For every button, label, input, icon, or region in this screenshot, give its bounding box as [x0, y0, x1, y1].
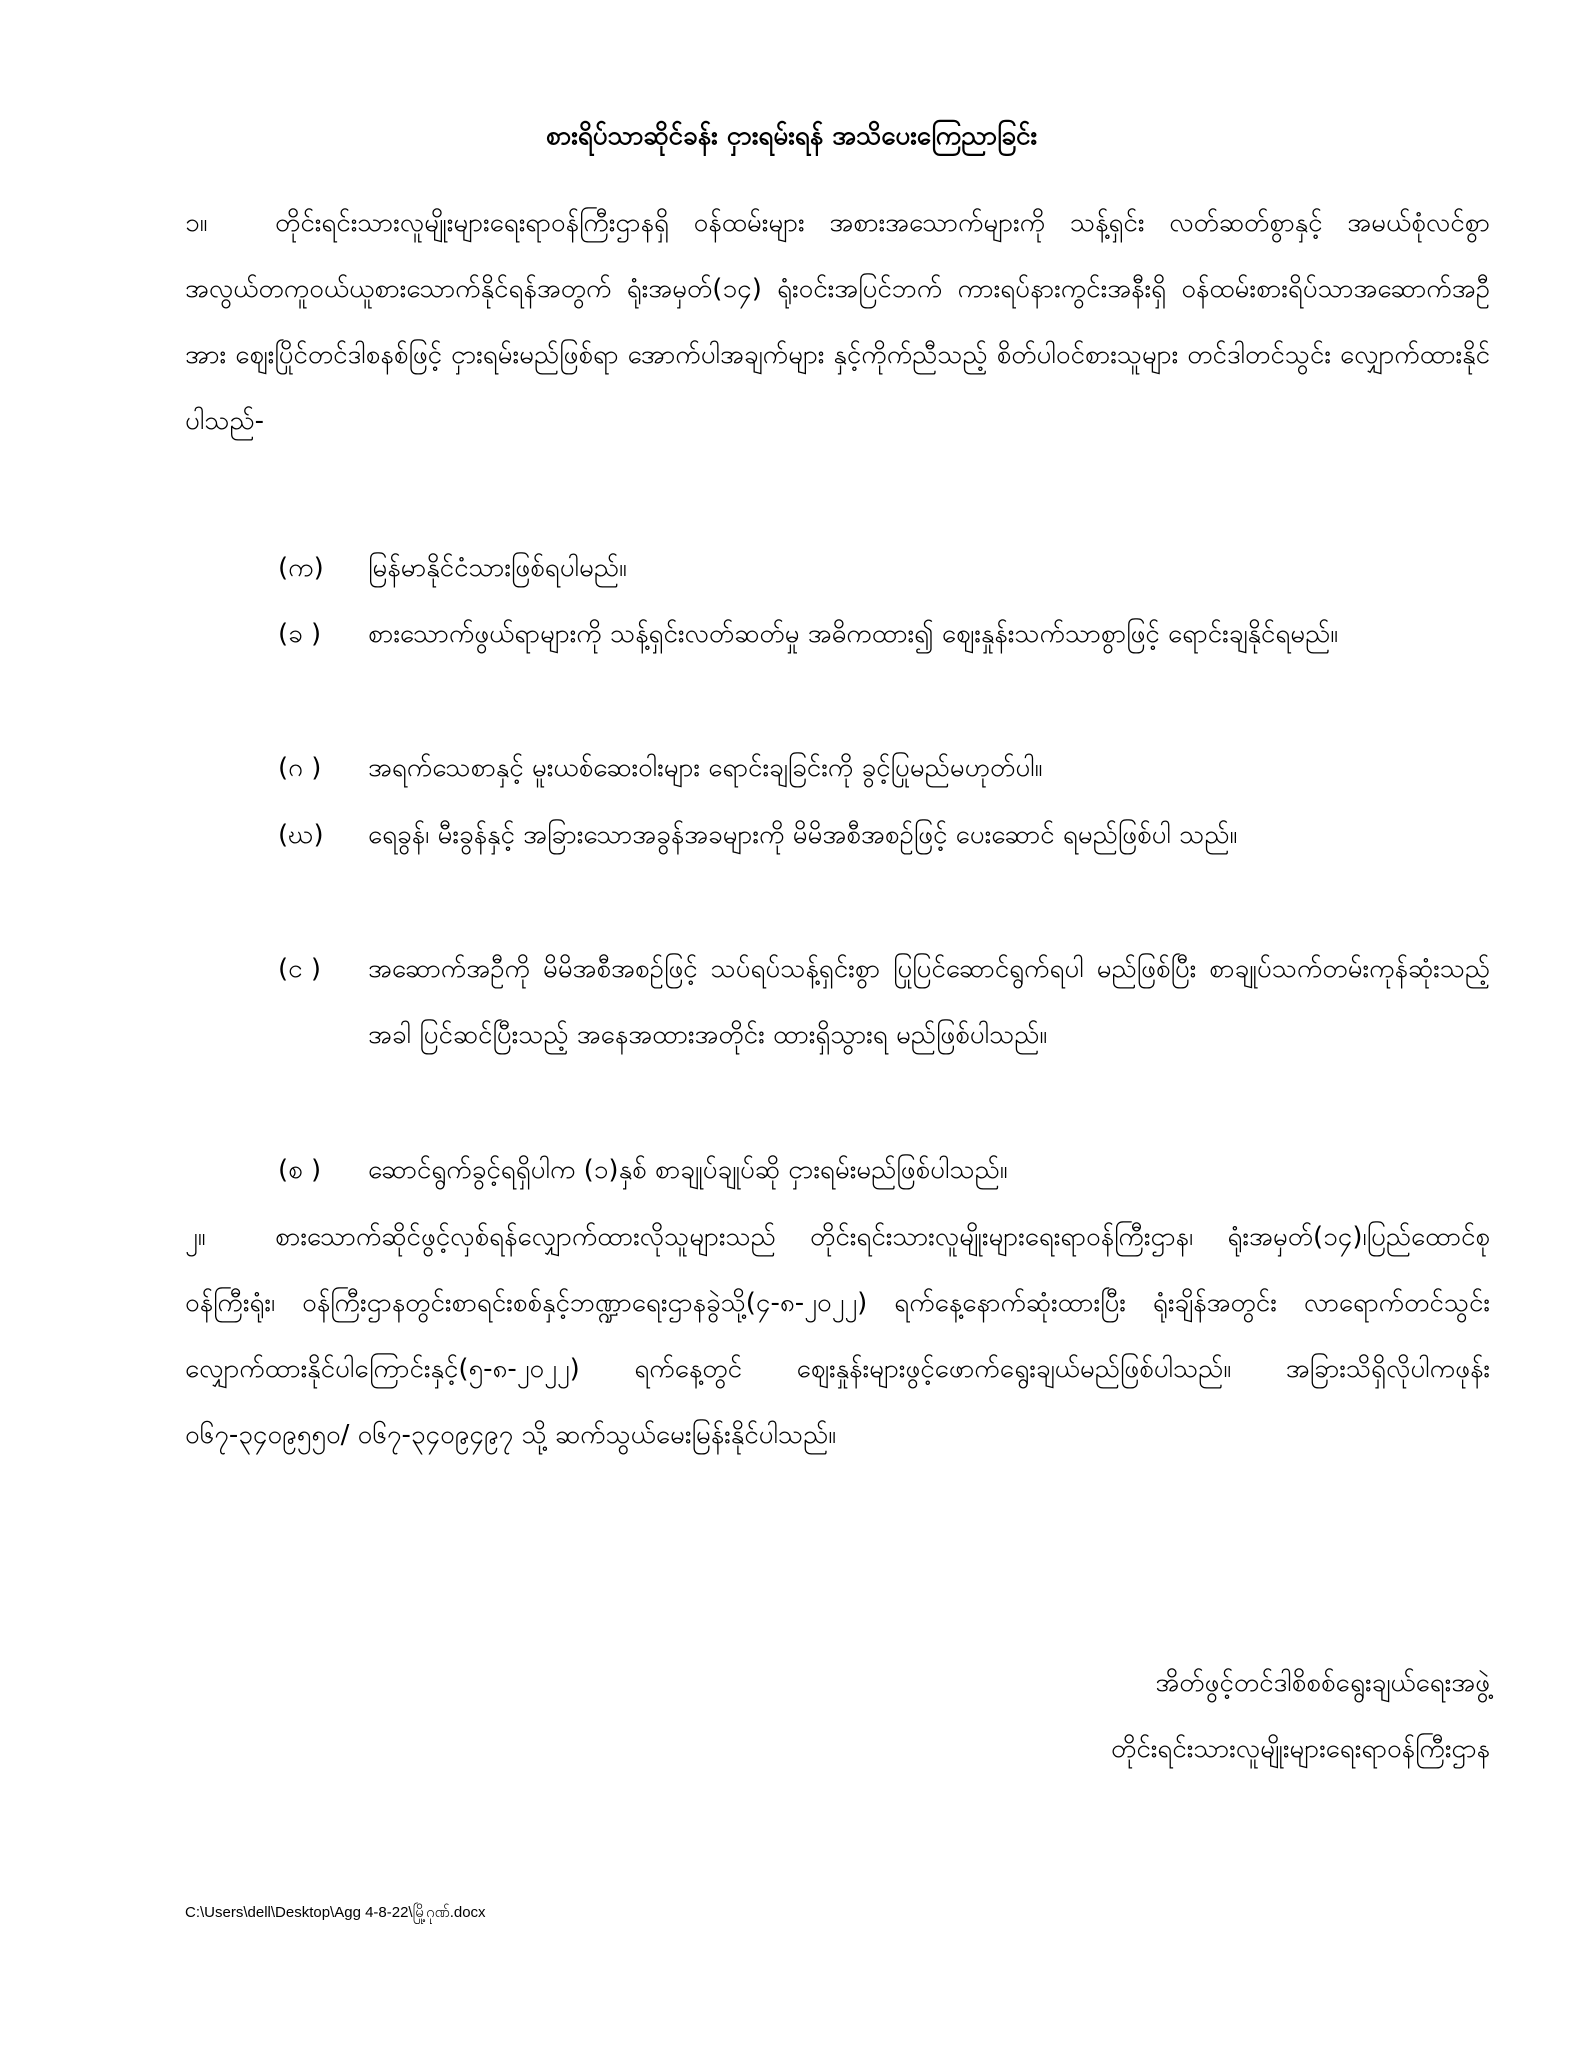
list-item	[278, 1137, 1490, 1203]
paragraph-1-number: ၁။	[185, 208, 208, 238]
list-item-text: စားသောက်ဖွယ်ရာများကို သန့်ရှင်းလတ်ဆတ်မှု အဓိကထား၍ ဈေးနှုန်းသက်သာစွာဖြင့် ရောင်းချနိုင်ရမည်။	[368, 619, 1339, 649]
paragraph-2-number: ၂။	[185, 1222, 206, 1252]
list-item	[278, 735, 1490, 801]
list-item-mark: (ဃ)	[278, 820, 324, 850]
file-path-footer: C:\Users\dell\Desktop\Agg 4-8-22\မြို့ဂုဏ်.docx	[185, 1904, 486, 1921]
list-item	[278, 535, 1490, 601]
list-item-text: အဆောက်အဦကို မိမိအစီအစဉ်ဖြင့် သပ်ရပ်သန့်ရှင်းစွာ ပြုပြင်ဆောင်ရွက်ရပါ မည်ဖြစ်ပြီး စာချုပ်သက်တမ်းကုန်ဆုံးသည့်အခါ ပြင်ဆင်ပြီးသည့် အနေအထားအတိုင်း ထားရှိသွားရ မည်ဖြစ်ပါသည်။	[368, 954, 1490, 1050]
list-item-text: မြန်မာနိုင်ငံသားဖြစ်ရပါမည်။	[368, 553, 627, 583]
list-item-mark: (က)	[278, 553, 324, 583]
list-item	[278, 802, 1490, 868]
paragraph-1-text: တိုင်းရင်းသားလူမျိုးများရေးရာဝန်ကြီးဌာနရှိ ဝန်ထမ်းများ အစားအသောက်များကို သန့်ရှင်း လတ်ဆတ်စွာနှင့် အမယ်စုံလင်စွာ အလွယ်တကူဝယ်ယူစားသောက်နိုင်ရန်အတွက် ရုံးအမှတ်(၁၄) ရုံးဝင်းအပြင်ဘက် ကားရပ်နားကွင်းအနီးရှိ ဝန်ထမ်းစားရိပ်သာအဆောက်အဦအား ဈေးပြိုင်တင်ဒါစနစ်ဖြင့် ငှားရမ်းမည်ဖြစ်ရာ အောက်ပါအချက်များ နှင့်ကိုက်ညီသည့် စိတ်ပါဝင်စားသူများ တင်ဒါတင်သွင်း လျှောက်ထားနိုင်ပါသည်-	[185, 208, 1490, 436]
list-item-text: အရက်သေစာနှင့် မူးယစ်ဆေးဝါးများ ရောင်းချခြင်းကို ခွင့်ပြုမည်မဟုတ်ပါ။	[368, 753, 1043, 783]
list-item-text: ရေခွန်၊ မီးခွန်နှင့် အခြားသောအခွန်အခများကို မိမိအစီအစဉ်ဖြင့် ပေးဆောင် ရမည်ဖြစ်ပါ သည်။	[368, 820, 1238, 850]
signature-line-1: အိတ်ဖွင့်တင်ဒါစိစစ်ရွေးချယ်ရေးအဖွဲ့	[1155, 1668, 1490, 1698]
paragraph-2-text: စားသောက်ဆိုင်ဖွင့်လှစ်ရန်လျှောက်ထားလိုသူများသည် တိုင်းရင်းသားလူမျိုးများရေးရာဝန်ကြီးဌာန၊ ရုံးအမှတ်(၁၄)၊ပြည်ထောင်စုဝန်ကြီးရုံး၊ ဝန်ကြီးဌာနတွင်းစာရင်းစစ်နှင့်ဘဏ္ဍာရေးဌာနခွဲသို့(၄-၈-၂၀၂၂) ရက်နေ့နောက်ဆုံးထားပြီး ရုံးချိန်အတွင်း လာရောက်တင်သွင်းလျှောက်ထားနိုင်ပါကြောင်းနှင့်(၅-၈-၂၀၂၂) ရက်နေ့တွင် ဈေးနှုန်းများဖွင့်ဖောက်ရွေးချယ်မည်ဖြစ်ပါသည်။ အခြားသိရှိလိုပါကဖုန်း ၀၆၇-၃၄၀၉၅၅၀/ ၀၆၇-၃၄၀၉၄၉၇ သို့ ဆက်သွယ်မေးမြန်းနိုင်ပါသည်။	[185, 1222, 1490, 1450]
list-item-mark: (ဂ )	[278, 753, 322, 783]
list-item-mark: (စ )	[278, 1155, 322, 1185]
document-title: စားရိပ်သာဆိုင်ခန်း ငှားရမ်းရန် အသိပေးကြေညာခြင်း	[545, 121, 1038, 151]
paragraph-2	[185, 1204, 1490, 1468]
paragraph-1	[185, 190, 1490, 454]
list-item-mark: (င )	[278, 954, 321, 984]
list-item	[278, 601, 1490, 667]
list-item-text: ဆောင်ရွက်ခွင့်ရရှိပါက (၁)နှစ် စာချုပ်ချုပ်ဆို ငှားရမ်းမည်ဖြစ်ပါသည်။	[368, 1155, 1008, 1185]
list-item-mark: (ခ )	[278, 619, 322, 649]
list-item	[278, 936, 1490, 1068]
signature-line-2: တိုင်းရင်းသားလူမျိုးများရေးရာဝန်ကြီးဌာန	[1111, 1734, 1490, 1764]
